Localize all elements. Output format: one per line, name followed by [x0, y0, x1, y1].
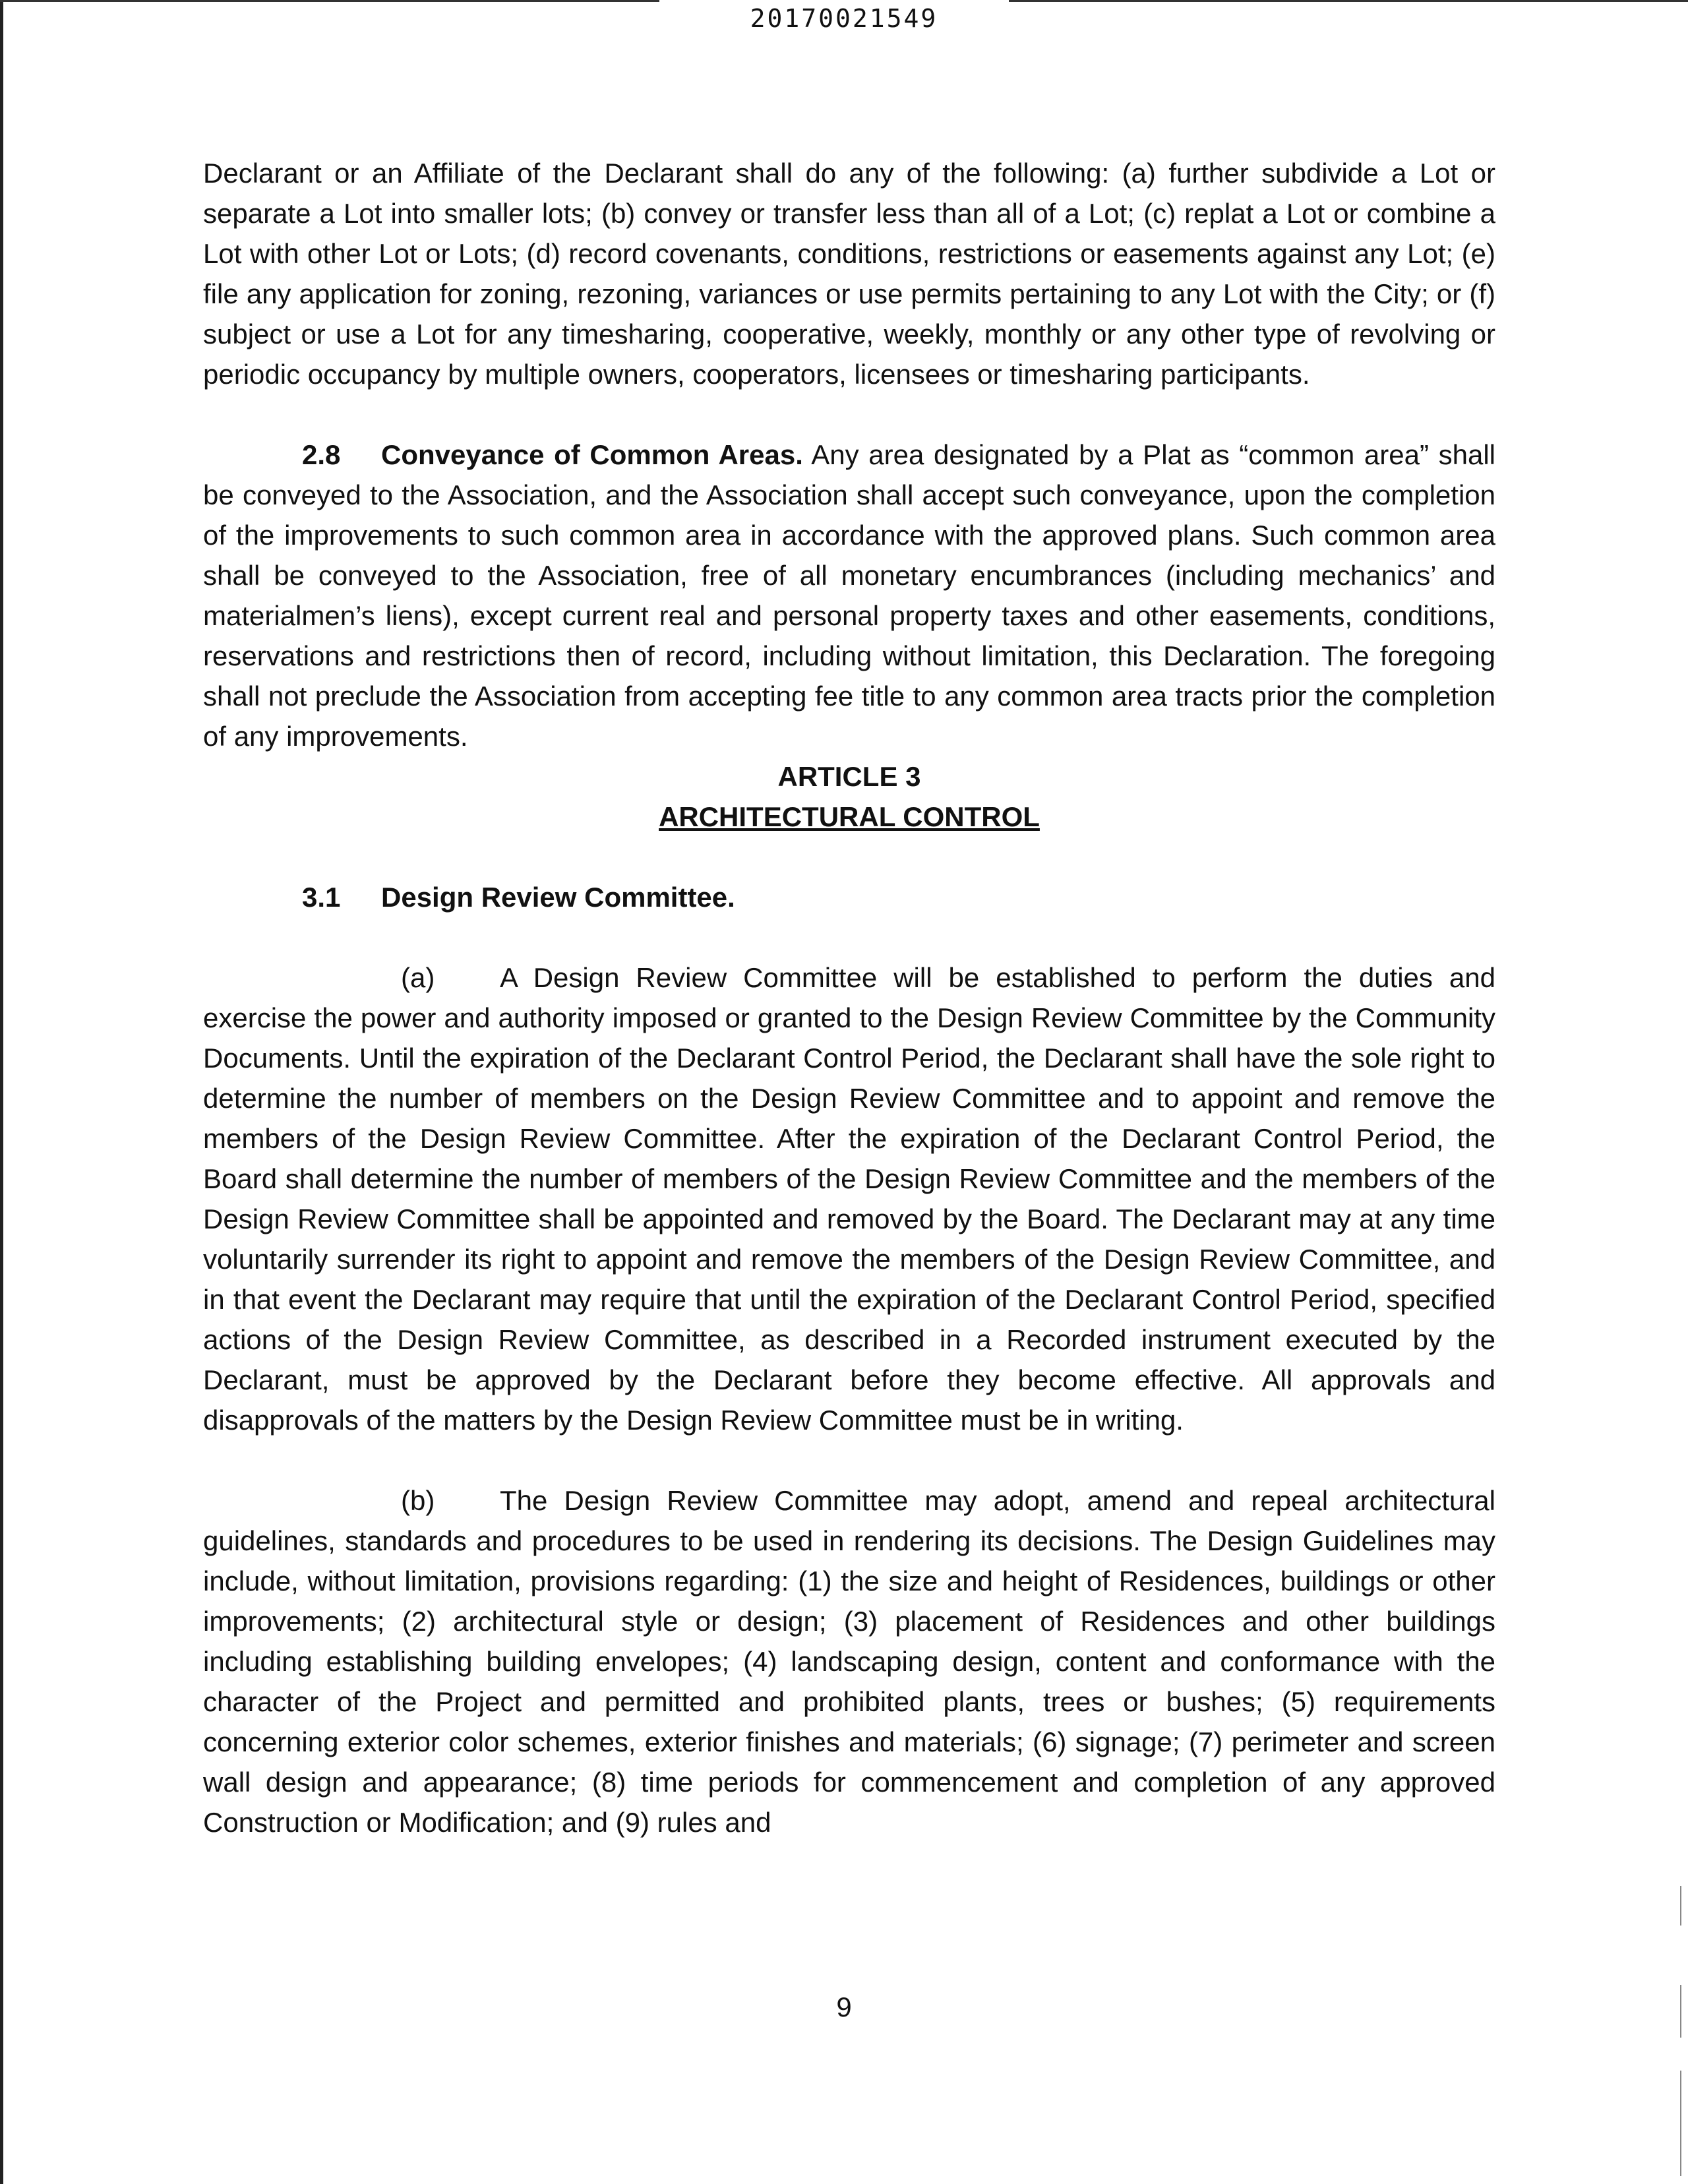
article-label: ARTICLE 3 — [777, 761, 921, 792]
scan-edge-mark — [1680, 1985, 1681, 2038]
section-2-8-text: Any area designated by a Plat as “common area” shall be conveyed to the Association, and the Association shall accept such conveyance, upon the completion of the improvements to such common area in accordance with the approved plans. Such common area shall be conveyed to the Association, free of all monetary encumbrances (including mechanics’ and materialmen’s liens), except current real and personal property taxes and other easements, conditions, reservations and restrictions then of record, including without limitation, this Declaration. The foregoing shall not preclude the Association from accepting fee title to any common area tracts prior the completion of any improvements. — [203, 439, 1495, 752]
subsection-b-text: The Design Review Committee may adopt, amend and repeal architectural guidelines, standards and procedures to be used in rendering its decisions. The Design Guidelines may include, without limitation, provisions regarding: (1) the size and height of Residences, buildings or other improvements; (2) architectural style or design; (3) placement of Residences and other buildings including establishing building envelopes; (4) landscaping design, content and conformance with the character of the Project and permitted and prohibited plants, trees or bushes; (5) requirements concerning exterior color schemes, exterior finishes and materials; (6) signage; (7) perimeter and screen wall design and appearance; (8) time periods for commencement and completion of any approved Construction or Modification; and (9) rules and — [203, 1485, 1495, 1838]
page-content — [203, 153, 1495, 1842]
article-title: ARCHITECTURAL CONTROL — [659, 801, 1040, 832]
subsection-b — [203, 1480, 1495, 1842]
section-2-8 — [203, 435, 1495, 756]
scan-edge-mark — [1680, 2071, 1681, 2176]
section-2-8-number: 2.8 — [302, 439, 341, 470]
section-3-1-number: 3.1 — [302, 882, 341, 913]
section-3-1-heading — [203, 877, 1495, 917]
scan-border-top-left — [0, 0, 659, 2]
scan-border-left — [0, 0, 3, 2184]
document-number: 20170021549 — [750, 4, 938, 33]
section-2-8-title: Conveyance of Common Areas. — [381, 439, 803, 470]
article-title-line — [203, 797, 1495, 837]
page-number: 9 — [836, 1991, 852, 2022]
intro-paragraph: Declarant or an Affiliate of the Declarant shall do any of the following: (a) further subdivide a Lot or separate a Lot into smaller lots; (b) convey or transfer less than all of a Lot; (c) replat a Lot or combine a Lot with other Lot or Lots; (d) record covenants, conditions, restrictions or easements against any Lot; (e) file any application for zoning, rezoning, variances or use permits pertaining to any Lot with the City; or (f) subject or use a Lot for any timesharing, cooperative, weekly, monthly or any other type of revolving or periodic occupancy by multiple owners, cooperators, licensees or timesharing participants. — [203, 158, 1495, 390]
subsection-a — [203, 957, 1495, 1440]
subsection-a-text: A Design Review Committee will be established to perform the duties and exercise the power and authority imposed or granted to the Design Review Committee by the Community Documents. Until the expiration of the Declarant Control Period, the Declarant shall have the sole right to determine the number of members on the Design Review Committee and to appoint and remove the members of the Design Review Committee. After the expiration of the Declarant Control Period, the Board shall determine the number of members of the Design Review Committee and the members of the Design Review Committee shall be appointed and removed by the Board. The Declarant may at any time voluntarily surrender its right to appoint and remove the members of the Design Review Committee, and in that event the Declarant may require that until the expiration of the Declarant Control Period, specified actions of the Design Review Committee, as described in a Recorded instrument executed by the Declarant, must be approved by the Declarant before they become effective. All approvals and disapprovals of the matters by the Design Review Committee must be in writing. — [203, 962, 1495, 1436]
subsection-b-label: (b) — [401, 1485, 435, 1516]
scan-border-top-right — [1009, 0, 1688, 2]
subsection-a-label: (a) — [401, 962, 435, 993]
scan-edge-mark — [1680, 1886, 1681, 1926]
section-3-1-title: Design Review Committee. — [381, 882, 735, 913]
